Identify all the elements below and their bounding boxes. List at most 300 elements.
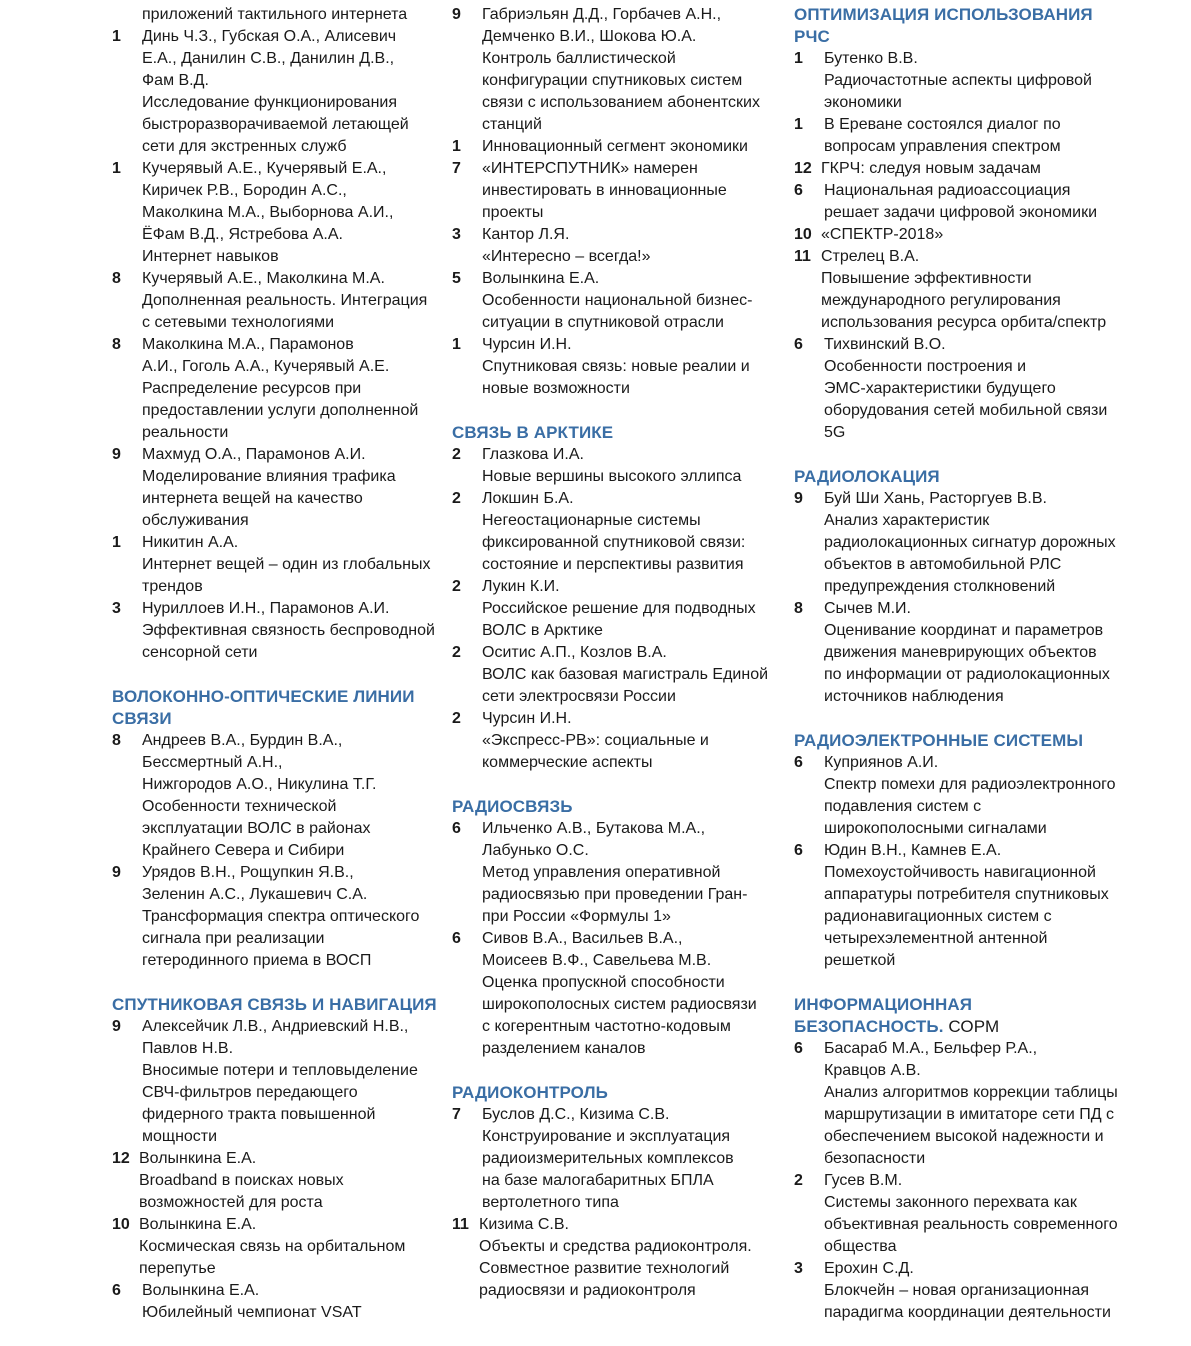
issue-number: 6 xyxy=(794,182,803,199)
entry-text xyxy=(824,488,1124,598)
entry-text xyxy=(142,334,437,444)
issue-number: 6 xyxy=(794,1040,803,1057)
section-title-line xyxy=(112,708,437,730)
entry-line: мощности xyxy=(142,1128,218,1145)
entry-line: Тихвинский В.О. xyxy=(824,336,946,353)
entry-text xyxy=(142,862,437,972)
entry-text xyxy=(482,224,772,268)
entry-line: Чурсин И.Н. xyxy=(482,710,572,727)
entry-line: Российское решение для подводных xyxy=(482,600,756,617)
entry-line: реальности xyxy=(142,424,229,441)
entry-line: радиоизмерительных комплексов xyxy=(482,1150,734,1167)
entry-text xyxy=(482,1104,772,1214)
issue-number: 9 xyxy=(112,446,121,463)
entry-text xyxy=(482,488,772,576)
entry-text xyxy=(482,444,772,488)
issue-number: 9 xyxy=(794,490,803,507)
issue-number: 3 xyxy=(452,226,461,243)
issue-number: 12 xyxy=(112,1150,130,1167)
entry-line: Моисеев В.Ф., Савельева М.В. xyxy=(482,952,712,969)
issue-number: 2 xyxy=(794,1172,803,1189)
entry-line: Динь Ч.З., Губская О.А., Алисевич xyxy=(142,28,397,45)
entry-line: Кучерявый А.Е., Маколкина М.А. xyxy=(142,270,385,287)
list-item xyxy=(452,334,772,400)
entry-text xyxy=(824,1170,1124,1258)
entry-line: Повышение эффективности xyxy=(821,270,1032,287)
entry-line: Эффективная связность беспроводной xyxy=(142,622,435,639)
issue-number: 2 xyxy=(452,578,461,595)
list-item xyxy=(112,532,437,598)
entry-line: Куприянов А.И. xyxy=(824,754,939,771)
entry-line: общества xyxy=(824,1238,897,1255)
section xyxy=(794,730,1124,972)
entry-line: Андреев В.А., Бурдин В.А., xyxy=(142,732,343,749)
entry-line: Крайнего Севера и Сибири xyxy=(142,842,345,859)
entry-line: с сетевыми технологиями xyxy=(142,314,335,331)
entry-text xyxy=(142,158,437,268)
entry-line: ситуации в спутниковой отрасли xyxy=(482,314,724,331)
entry-line: Фам В.Д. xyxy=(142,72,209,89)
entry-line: Новые вершины высокого эллипса xyxy=(482,468,742,485)
entry-line: Спектр помехи для радиоэлектронного xyxy=(824,776,1116,793)
entry-text xyxy=(482,642,772,708)
entry-line: сети для экстренных служб xyxy=(142,138,347,155)
section xyxy=(452,4,772,400)
entry-line: Моделирование влияния трафика xyxy=(142,468,396,485)
entry-line: Особенности технической xyxy=(142,798,337,815)
entry-line: парадигма координации деятельности xyxy=(824,1304,1111,1321)
entry-line: Космическая связь на орбитальном xyxy=(139,1238,406,1255)
entry-text xyxy=(142,444,437,532)
entry-text xyxy=(482,576,772,642)
entry-line: объектов в автомобильной РЛС xyxy=(824,556,1062,573)
entry-line: Интернет навыков xyxy=(142,248,279,265)
issue-number: 6 xyxy=(794,336,803,353)
list-item xyxy=(452,928,772,1060)
entry-line: инвестировать в инновационные xyxy=(482,182,727,199)
entry-line: Трансформация спектра оптического xyxy=(142,908,420,925)
section xyxy=(112,686,437,972)
list-item xyxy=(452,708,772,774)
entry-line: связи с использованием абонентских xyxy=(482,94,760,111)
entry-text xyxy=(821,224,1124,246)
entry-line: Системы законного перехвата как xyxy=(824,1194,1077,1211)
entry-line: Объекты и средства радиоконтроля. xyxy=(479,1238,752,1255)
entry-line: Глазкова И.А. xyxy=(482,446,584,463)
section xyxy=(452,422,772,774)
entry-line: Блокчейн – новая организационная xyxy=(824,1282,1090,1299)
issue-number: 2 xyxy=(452,446,461,463)
issue-number: 3 xyxy=(794,1260,803,1277)
entry-line: решает задачи цифровой экономики xyxy=(824,204,1098,221)
entry-line: Алексейчик Л.В., Андриевский Н.В., xyxy=(142,1018,409,1035)
issue-number: 2 xyxy=(452,710,461,727)
entry-text xyxy=(824,1258,1124,1324)
issue-number: 1 xyxy=(112,160,121,177)
issue-number: 1 xyxy=(452,138,461,155)
section-title-line: РАДИОЛОКАЦИЯ xyxy=(794,467,940,486)
entry-text xyxy=(142,598,437,664)
entry-line: Особенности национальной бизнес- xyxy=(482,292,753,309)
entry-text xyxy=(821,246,1124,334)
list-item xyxy=(112,334,437,444)
entry-line: подавления систем с xyxy=(824,798,982,815)
entry-text xyxy=(482,928,772,1060)
issue-number: 1 xyxy=(112,28,121,45)
entry-line: Анализ алгоритмов коррекции таблицы xyxy=(824,1084,1118,1101)
entry-line: Стрелец В.А. xyxy=(821,248,920,265)
section-title xyxy=(112,994,437,1016)
list-item xyxy=(112,1148,437,1214)
entry-line: радиолокационных сигнатур дорожных xyxy=(824,534,1116,551)
section-title-line: РАДИОСВЯЗЬ xyxy=(452,797,573,816)
entry-line: Бессмертный А.Н., xyxy=(142,754,283,771)
entry-line: быстроразворачиваемой летающей xyxy=(142,116,409,133)
issue-number: 6 xyxy=(794,754,803,771)
entry-line: Буй Ши Хань, Расторгуев В.В. xyxy=(824,490,1047,507)
entry-line: Кучерявый А.Е., Кучерявый Е.А., xyxy=(142,160,387,177)
list-item xyxy=(452,4,772,136)
entry-text xyxy=(824,752,1124,840)
entry-line: Махмуд О.А., Парамонов А.И. xyxy=(142,446,366,463)
section-title xyxy=(794,730,1124,752)
entry-line: Никитин А.А. xyxy=(142,534,239,551)
entry-text xyxy=(142,1016,437,1148)
entry-line: коммерческие аспекты xyxy=(482,754,653,771)
entry-line: Волынкина Е.А. xyxy=(482,270,600,287)
entry-line: Демченко В.И., Шокова Ю.А. xyxy=(482,28,697,45)
entry-line: безопасности xyxy=(824,1150,926,1167)
issue-number: 6 xyxy=(112,1282,121,1299)
entry-text xyxy=(142,730,437,862)
entry-line: Интернет вещей – один из глобальных xyxy=(142,556,431,573)
entry-line: объективная реальность современного xyxy=(824,1216,1118,1233)
list-item xyxy=(452,158,772,224)
entry-line: ВОЛС как базовая магистраль Единой xyxy=(482,666,769,683)
entry-line: Особенности построения и xyxy=(824,358,1027,375)
list-item xyxy=(452,268,772,334)
entry-line: Буслов Д.С., Кизима С.В. xyxy=(482,1106,670,1123)
entry-line: Габриэльян Д.Д., Горбачев А.Н., xyxy=(482,6,722,23)
entry-line: перепутье xyxy=(139,1260,216,1277)
section-title xyxy=(112,686,437,730)
issue-number: 5 xyxy=(452,270,461,287)
entry-line: Кравцов А.В. xyxy=(824,1062,921,1079)
issue-number: 1 xyxy=(112,534,121,551)
section-title-line xyxy=(794,26,1124,48)
list-item xyxy=(794,1170,1124,1258)
list-item xyxy=(112,158,437,268)
entry-text xyxy=(482,818,772,928)
section xyxy=(112,4,437,664)
entry-line: интернета вещей на качество xyxy=(142,490,363,507)
entry-line: фидерного тракта повышенной xyxy=(142,1106,376,1123)
entry-line: движения маневрирующих объектов xyxy=(824,644,1097,661)
entry-line: по информации от радиолокационных xyxy=(824,666,1110,683)
entry-line: Контроль баллистической xyxy=(482,50,676,67)
entry-line: А.И., Гоголь А.А., Кучерявый А.Е. xyxy=(142,358,390,375)
section-title-text: БЕЗОПАСНОСТЬ. xyxy=(794,1017,944,1036)
issue-number: 8 xyxy=(794,600,803,617)
entry-text xyxy=(139,1214,437,1280)
entry-line: Исследование функционирования xyxy=(142,94,397,111)
entry-line: вертолетного типа xyxy=(482,1194,619,1211)
entry-line: Broadband в поисках новых xyxy=(139,1172,344,1189)
entry-line: Волынкина Е.А. xyxy=(139,1216,257,1233)
list-item xyxy=(794,334,1124,444)
section-title xyxy=(794,4,1124,48)
entry-line: Е.А., Данилин С.В., Данилин Д.В., xyxy=(142,50,395,67)
entry-line: сигнала при реализации xyxy=(142,930,325,947)
entry-line: Помехоустойчивость навигационной xyxy=(824,864,1096,881)
entry-line: четырехэлементной антенной xyxy=(824,930,1048,947)
issue-number: 2 xyxy=(452,644,461,661)
entry-line: трендов xyxy=(142,578,203,595)
entry-line: новые возможности xyxy=(482,380,630,397)
entry-line: Киричек Р.В., Бородин А.С., xyxy=(142,182,347,199)
entry-line: Кизима С.В. xyxy=(479,1216,569,1233)
entry-line: международного регулирования xyxy=(821,292,1061,309)
list-item xyxy=(452,136,772,158)
issue-number: 6 xyxy=(452,930,461,947)
section xyxy=(794,994,1124,1324)
entry-text xyxy=(824,114,1124,158)
issue-number: 7 xyxy=(452,1106,461,1123)
list-item xyxy=(452,1104,772,1214)
entry-line: Маколкина М.А., Выборнова А.И., xyxy=(142,204,394,221)
entry-text xyxy=(142,532,437,598)
entry-line: радиосвязи и радиоконтроля xyxy=(479,1282,696,1299)
entry-line: Национальная радиоассоциация xyxy=(824,182,1071,199)
list-item xyxy=(112,4,437,26)
section-title-suffix: СОРМ xyxy=(943,1017,1000,1036)
list-item xyxy=(794,180,1124,224)
list-item xyxy=(452,224,772,268)
entry-line: приложений тактильного интернета xyxy=(142,6,408,23)
section-title xyxy=(452,1082,772,1104)
list-item xyxy=(112,268,437,334)
issue-number: 11 xyxy=(452,1216,469,1233)
issue-number: 9 xyxy=(112,1018,121,1035)
section xyxy=(452,1082,772,1302)
issue-number: 11 xyxy=(794,248,811,265)
list-item xyxy=(112,862,437,972)
list-item xyxy=(452,488,772,576)
section-title xyxy=(452,422,772,444)
entry-text xyxy=(479,1214,772,1302)
entry-line: радиосвязью при проведении Гран- xyxy=(482,886,748,903)
entry-line: проекты xyxy=(482,204,544,221)
issue-number: 7 xyxy=(452,160,461,177)
entry-text xyxy=(482,136,772,158)
list-item xyxy=(794,840,1124,972)
entry-line: широкополосных систем радиосвязи xyxy=(482,996,757,1013)
list-item xyxy=(794,158,1124,180)
list-item xyxy=(112,444,437,532)
entry-text xyxy=(824,598,1124,708)
entry-text xyxy=(482,708,772,774)
issue-number: 12 xyxy=(794,160,812,177)
entry-line: состояние и перспективы развития xyxy=(482,556,744,573)
list-item xyxy=(452,818,772,928)
section-title-line xyxy=(794,1016,1124,1038)
section-title xyxy=(794,994,1124,1038)
entry-line: Ильченко А.В., Бутакова М.А., xyxy=(482,820,706,837)
column-3 xyxy=(794,4,1124,1346)
entry-text xyxy=(824,48,1124,114)
entry-line: экономики xyxy=(824,94,902,111)
entry-line: Лабунько О.С. xyxy=(482,842,589,859)
list-item xyxy=(794,246,1124,334)
entry-line: сети электросвязи России xyxy=(482,688,676,705)
entry-line: маршрутизации в имитаторе сети ПД с xyxy=(824,1106,1114,1123)
entry-line: «СПЕКТР-2018» xyxy=(821,226,944,243)
entry-line: 5G xyxy=(824,424,846,441)
issue-number: 9 xyxy=(452,6,461,23)
entry-line: широкополосными сигналами xyxy=(824,820,1047,837)
list-item xyxy=(452,444,772,488)
entry-line: Вносимые потери и тепловыделение xyxy=(142,1062,418,1079)
entry-line: Юдин В.Н., Камнев Е.А. xyxy=(824,842,1002,859)
entry-line: оборудования сетей мобильной связи xyxy=(824,402,1108,419)
entry-line: Нуриллоев И.Н., Парамонов А.И. xyxy=(142,600,390,617)
entry-line: предоставлении услуги дополненной xyxy=(142,402,419,419)
section-title-line: ИНФОРМАЦИОННАЯ xyxy=(794,995,973,1014)
section xyxy=(794,466,1124,708)
entry-line: Оценивание координат и параметров xyxy=(824,622,1104,639)
list-item xyxy=(112,26,437,158)
issue-number: 8 xyxy=(112,270,121,287)
entry-line: ЭМС-характеристики будущего xyxy=(824,380,1056,397)
entry-line: предупреждения столкновений xyxy=(824,578,1056,595)
issue-number: 1 xyxy=(794,50,803,67)
entry-line: Конструирование и эксплуатация xyxy=(482,1128,731,1145)
entry-line: обеспечением высокой надежности и xyxy=(824,1128,1104,1145)
entry-line: использования ресурса орбита/спектр xyxy=(821,314,1107,331)
section-title-line: СВЯЗЬ В АРКТИКЕ xyxy=(452,423,614,442)
entry-line: В Ереване состоялся диалог по xyxy=(824,116,1061,133)
entry-text xyxy=(142,268,437,334)
entry-line: Инновационный сегмент экономики xyxy=(482,138,748,155)
section xyxy=(112,994,437,1324)
issue-number: 10 xyxy=(794,226,812,243)
entry-text xyxy=(482,4,772,136)
entry-line: Негеостационарные системы xyxy=(482,512,701,529)
entry-line: Ерохин С.Д. xyxy=(824,1260,914,1277)
entry-line: ЁФам В.Д., Ястребова А.А. xyxy=(142,226,343,243)
entry-line: источников наблюдения xyxy=(824,688,1004,705)
entry-line: Совместное развитие технологий xyxy=(479,1260,730,1277)
list-item xyxy=(452,576,772,642)
entry-line: аппаратуры потребителя спутниковых xyxy=(824,886,1109,903)
section-title-text: СВЯЗИ xyxy=(112,709,172,728)
entry-text xyxy=(824,1038,1124,1170)
entry-line: при России «Формулы 1» xyxy=(482,908,671,925)
entry-line: Локшин Б.А. xyxy=(482,490,574,507)
issue-number: 1 xyxy=(452,336,461,353)
entry-line: с когерентным частотно-кодовым xyxy=(482,1018,731,1035)
entry-text xyxy=(482,268,772,334)
entry-line: Гусев В.М. xyxy=(824,1172,903,1189)
entry-line: Радиочастотные аспекты цифровой xyxy=(824,72,1092,89)
section-title-line: ВОЛОКОННО-ОПТИЧЕСКИЕ ЛИНИИ xyxy=(112,687,415,706)
entry-text xyxy=(139,1148,437,1214)
column-2 xyxy=(452,4,772,1324)
list-item xyxy=(794,752,1124,840)
entry-line: Спутниковая связь: новые реалии и xyxy=(482,358,750,375)
list-item xyxy=(112,1280,437,1324)
entry-line: Сычев М.И. xyxy=(824,600,911,617)
entry-line: Басараб М.А., Бельфер Р.А., xyxy=(824,1040,1038,1057)
entry-text xyxy=(112,4,437,26)
entry-text xyxy=(142,1280,437,1324)
list-item xyxy=(794,1258,1124,1324)
entry-line: Павлов Н.В. xyxy=(142,1040,234,1057)
entry-line: конфигурации спутниковых систем xyxy=(482,72,743,89)
entry-line: Нижгородов А.О., Никулина Т.Г. xyxy=(142,776,377,793)
list-item xyxy=(112,730,437,862)
entry-text xyxy=(821,158,1124,180)
section-title-line: РАДИОКОНТРОЛЬ xyxy=(452,1083,608,1102)
entry-line: Оценка пропускной способности xyxy=(482,974,725,991)
list-item xyxy=(452,1214,772,1302)
list-item xyxy=(112,1016,437,1148)
list-item xyxy=(794,1038,1124,1170)
section-title xyxy=(452,796,772,818)
list-item xyxy=(452,642,772,708)
issue-number: 10 xyxy=(112,1216,130,1233)
entry-line: на базе малогабаритных БПЛА xyxy=(482,1172,714,1189)
list-item xyxy=(794,224,1124,246)
section-title-line: РАДИОЭЛЕКТРОННЫЕ СИСТЕМЫ xyxy=(794,731,1084,750)
list-item xyxy=(794,598,1124,708)
entry-line: эксплуатации ВОЛС в районах xyxy=(142,820,371,837)
issue-number: 2 xyxy=(452,490,461,507)
section-title-line: СПУТНИКОВАЯ СВЯЗЬ И НАВИГАЦИЯ xyxy=(112,995,437,1014)
entry-line: Кантор Л.Я. xyxy=(482,226,570,243)
entry-line: Сивов В.А., Васильев В.А., xyxy=(482,930,683,947)
entry-line: ГКРЧ: следуя новым задачам xyxy=(821,160,1041,177)
entry-text xyxy=(482,158,772,224)
entry-text xyxy=(824,180,1124,224)
section xyxy=(452,796,772,1060)
entry-line: станций xyxy=(482,116,542,133)
entry-line: Юбилейный чемпионат VSAT xyxy=(142,1304,362,1321)
entry-line: Оситис А.П., Козлов В.А. xyxy=(482,644,667,661)
list-item xyxy=(794,114,1124,158)
entry-line: ВОЛС в Арктике xyxy=(482,622,603,639)
entry-line: Зеленин А.С., Лукашевич С.А. xyxy=(142,886,368,903)
entry-line: «ИНТЕРСПУТНИК» намерен xyxy=(482,160,698,177)
issue-number: 3 xyxy=(112,600,121,617)
section-title-text: РЧС xyxy=(794,27,830,46)
entry-text xyxy=(824,334,1124,444)
list-item xyxy=(794,488,1124,598)
entry-text xyxy=(824,840,1124,972)
entry-line: разделением каналов xyxy=(482,1040,646,1057)
entry-line: Чурсин И.Н. xyxy=(482,336,572,353)
list-item xyxy=(112,1214,437,1280)
entry-line: гетеродинного приема в ВОСП xyxy=(142,952,372,969)
entry-line: Маколкина М.А., Парамонов xyxy=(142,336,354,353)
entry-text xyxy=(482,334,772,400)
entry-line: Волынкина Е.А. xyxy=(142,1282,260,1299)
section-title xyxy=(794,466,1124,488)
entry-line: Распределение ресурсов при xyxy=(142,380,362,397)
entry-line: Урядов В.Н., Рощупкин Я.В., xyxy=(142,864,354,881)
entry-line: Бутенко В.В. xyxy=(824,50,918,67)
entry-line: «Экспресс-РВ»: социальные и xyxy=(482,732,709,749)
